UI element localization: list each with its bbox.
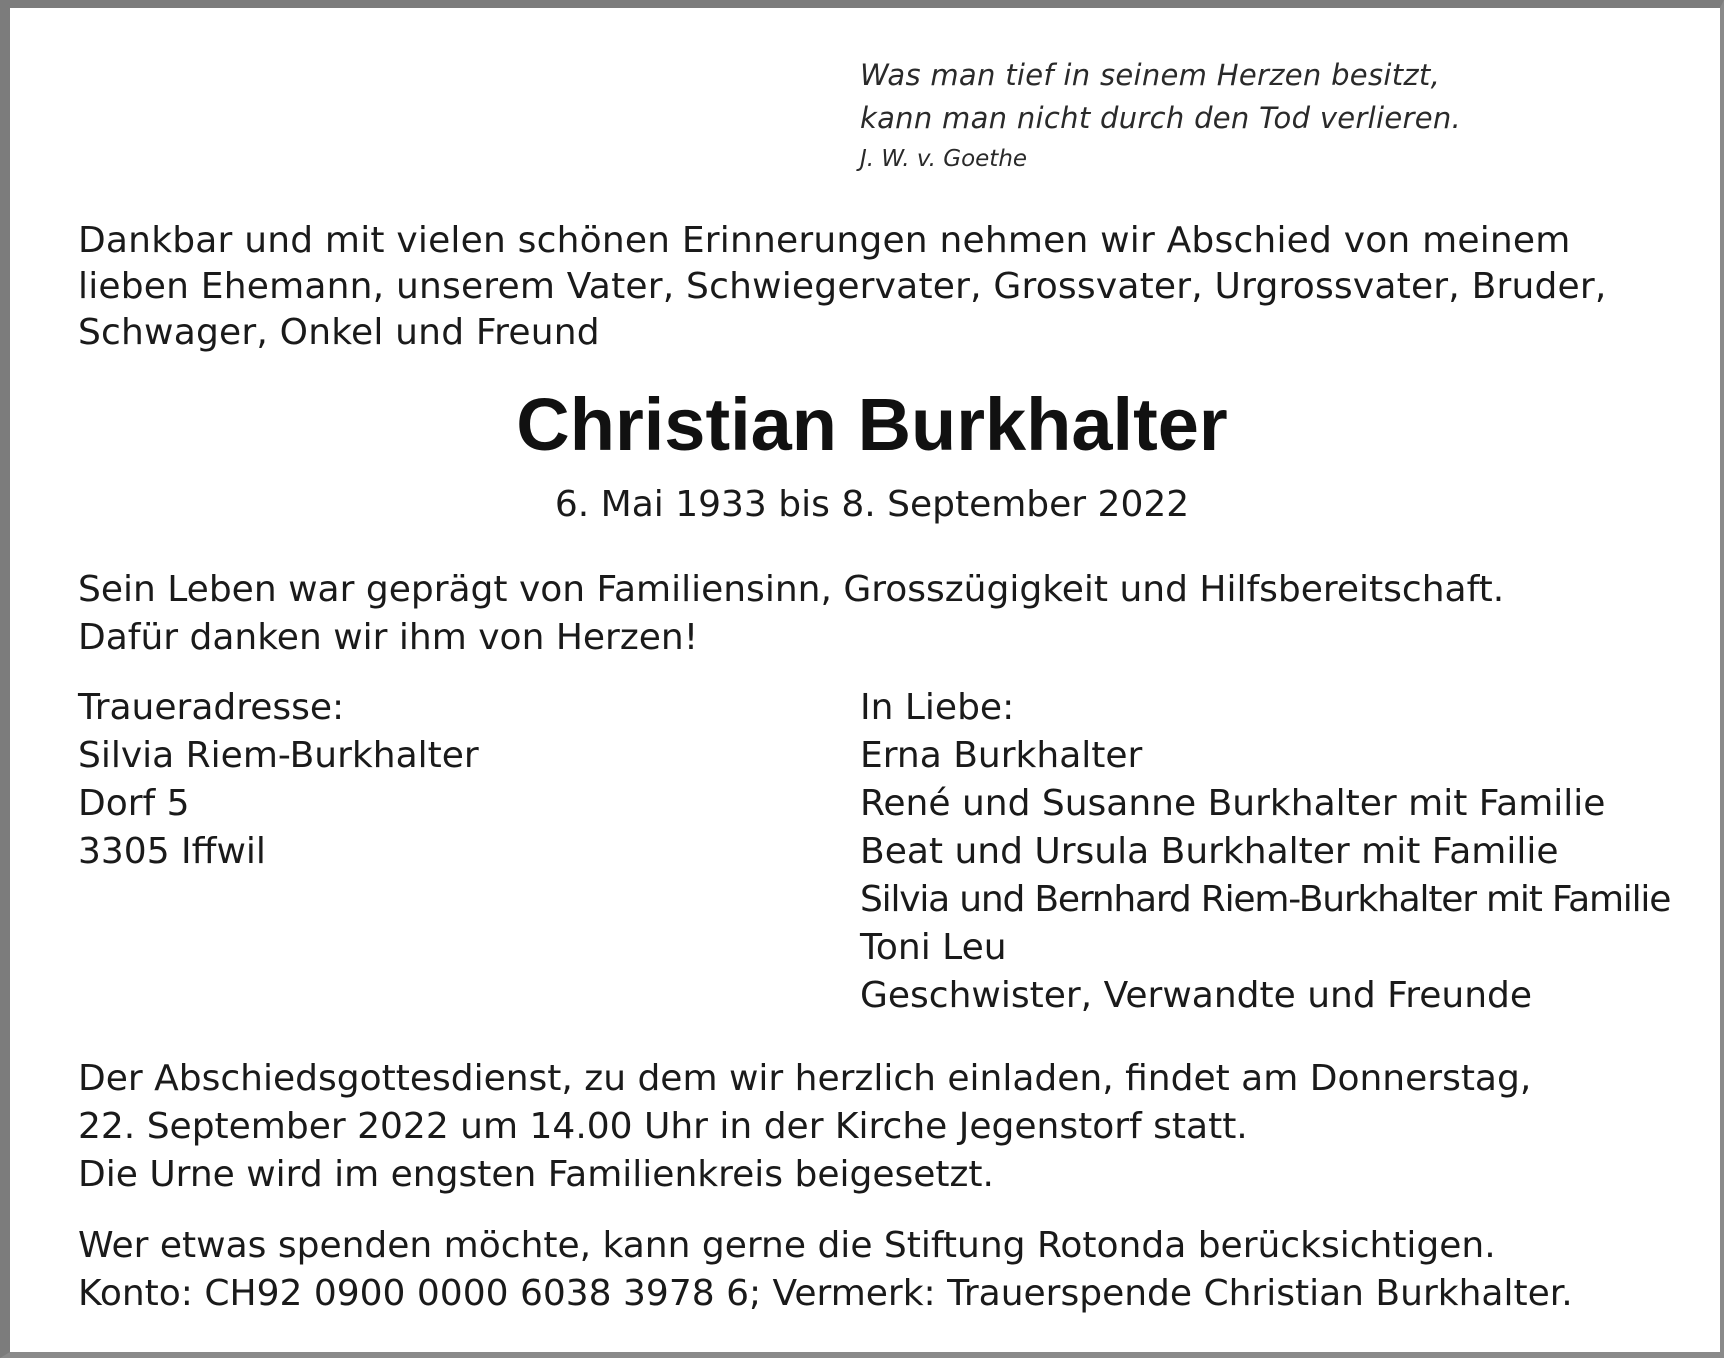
- mourner-line: Silvia und Bernhard Riem-Burkhalter mit Familie: [860, 879, 1671, 920]
- quote-author: J. W. v. Goethe: [860, 146, 1028, 172]
- life-dates: 6. Mai 1933 bis 8. September 2022: [554, 484, 1190, 525]
- mourners-heading: In Liebe:: [860, 687, 1015, 728]
- service-line: 22. September 2022 um 14.00 Uhr in der Kirche Jegenstorf statt.: [78, 1106, 1248, 1147]
- deceased-name: Christian Burkhalter: [516, 383, 1228, 466]
- address-line: 3305 Iffwil: [78, 831, 266, 872]
- intro-line: lieben Ehemann, unserem Vater, Schwiegervater, Grossvater, Urgrossvater, Bruder,: [78, 266, 1607, 307]
- service-line: Der Abschiedsgottesdienst, zu dem wir herzlich einladen, findet am Donnerstag,: [78, 1058, 1532, 1099]
- address-heading: Traueradresse:: [78, 687, 345, 728]
- donation-paragraph: [78, 1222, 1573, 1318]
- quote-line: kann man nicht durch den Tod verlieren.: [860, 101, 1462, 135]
- mourner-line: Erna Burkhalter: [860, 735, 1143, 776]
- tribute-line: Sein Leben war geprägt von Familiensinn, Grosszügigkeit und Hilfsbereitschaft.: [78, 569, 1505, 610]
- mourner-line: Beat und Ursula Burkhalter mit Familie: [860, 831, 1559, 872]
- donation-line: Konto: CH92 0900 0000 6038 3978 6; Vermerk: Trauerspende Christian Burkhalter.: [78, 1273, 1573, 1314]
- tribute-paragraph: [78, 566, 1504, 662]
- quote-line: Was man tief in seinem Herzen besitzt,: [860, 58, 1441, 92]
- address-line: Dorf 5: [78, 783, 190, 824]
- intro-line: Schwager, Onkel und Freund: [78, 312, 600, 353]
- intro-paragraph: [78, 218, 1607, 356]
- intro-line: Dankbar und mit vielen schönen Erinnerungen nehmen wir Abschied von meinem: [78, 220, 1571, 261]
- service-paragraph: [78, 1055, 1531, 1199]
- mourner-line: Toni Leu: [860, 927, 1007, 968]
- mourner-line: Geschwister, Verwandte und Freunde: [860, 975, 1533, 1016]
- goethe-quote: [860, 54, 1461, 176]
- mourners-list: [860, 684, 1670, 1020]
- tribute-line: Dafür danken wir ihm von Herzen!: [78, 617, 699, 658]
- donation-line: Wer etwas spenden möchte, kann gerne die Stiftung Rotonda berücksichtigen.: [78, 1225, 1496, 1266]
- service-line: Die Urne wird im engsten Familienkreis beigesetzt.: [78, 1154, 994, 1195]
- mourning-address: [78, 684, 479, 876]
- address-line: Silvia Riem-Burkhalter: [78, 735, 479, 776]
- mourner-line: René und Susanne Burkhalter mit Familie: [860, 783, 1606, 824]
